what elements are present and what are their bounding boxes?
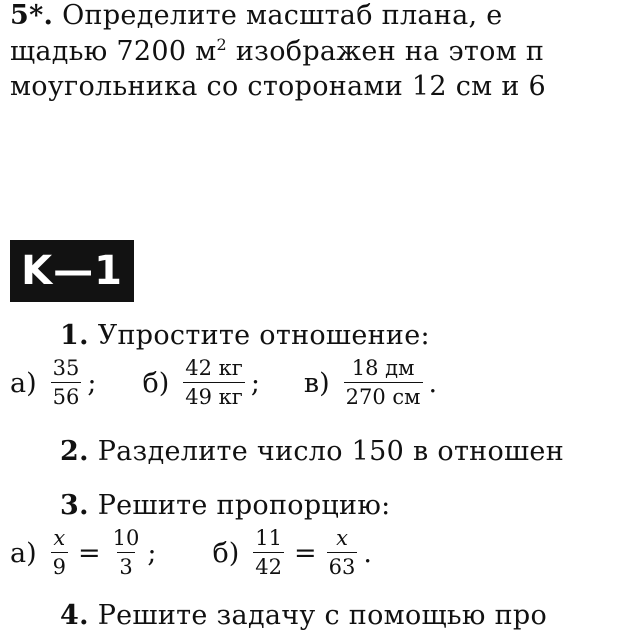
task3-b-lnum: 11 xyxy=(255,526,283,550)
task3-a-lden: 9 xyxy=(51,552,68,578)
task2-text: Разделите число 150 в отношен xyxy=(97,436,565,467)
test-badge: K—1 xyxy=(10,240,134,302)
task1-a-sep: ; xyxy=(87,367,97,399)
task1-a-num: 35 xyxy=(52,356,80,380)
task3-text: Решите пропорцию: xyxy=(97,490,391,521)
task5-line3 xyxy=(10,71,546,102)
task1-b-sep: ; xyxy=(250,367,260,399)
task1-heading xyxy=(60,320,430,351)
task1-a-label: а) xyxy=(10,367,37,399)
task3-a-rden: 3 xyxy=(117,552,134,578)
task3-a-left-fraction xyxy=(51,528,68,578)
task1-b-den: 49 кг xyxy=(183,382,245,408)
task3-b-equals: = xyxy=(294,537,317,569)
task3-b-sep: . xyxy=(363,537,372,569)
task1-c-sep: . xyxy=(428,367,438,399)
task3-b-label: б) xyxy=(212,537,240,569)
task3-a-label: а) xyxy=(10,537,37,569)
task2-line xyxy=(60,436,564,467)
task1-b-num: 42 кг xyxy=(185,356,243,380)
task1-text: Упростите отношение: xyxy=(97,320,430,351)
task3-b-right-fraction xyxy=(327,528,358,578)
task1-c-fraction xyxy=(344,358,423,408)
task5-number: 5*. xyxy=(10,0,54,31)
task3-items xyxy=(10,528,372,578)
task1-a-fraction xyxy=(51,358,82,408)
task5-line2 xyxy=(10,36,544,67)
task5-superscript: 2 xyxy=(216,35,227,54)
task5-text-line2b: изображен на этом п xyxy=(227,36,545,67)
task1-b-label: б) xyxy=(142,367,170,399)
task1-b-fraction xyxy=(183,358,245,408)
task1-c-num: 18 дм xyxy=(351,356,415,380)
task4-text: Решите задачу с помощью про xyxy=(97,600,548,631)
task3-b-rnum: x xyxy=(336,526,348,550)
task3-b-left-fraction xyxy=(253,528,284,578)
task3-b-lden: 42 xyxy=(253,552,284,578)
task5-text-line3: моугольника со сторонами 12 см и 6 xyxy=(10,71,547,102)
task3-a-sep: ; xyxy=(147,537,157,569)
task1-a-den: 56 xyxy=(51,382,82,408)
task3-a-lnum: x xyxy=(53,526,66,550)
task4-line xyxy=(60,600,547,631)
task3-a-rnum: 10 xyxy=(112,526,140,550)
task2-number: 2. xyxy=(60,436,89,467)
task3-a-equals: = xyxy=(78,537,101,569)
task1-c-label: в) xyxy=(303,367,330,399)
task1-number: 1. xyxy=(60,320,89,351)
task3-a-right-fraction xyxy=(111,528,142,578)
task4-number: 4. xyxy=(60,600,89,631)
task1-c-den: 270 см xyxy=(344,382,423,408)
task3-b-rden: 63 xyxy=(327,552,358,578)
task3-number: 3. xyxy=(60,490,89,521)
task5-text-line2a: щадью 7200 м xyxy=(10,36,217,67)
task5-line1 xyxy=(10,0,503,31)
task5-text-line1: Определите масштаб плана, е xyxy=(62,0,503,31)
task3-heading xyxy=(60,490,391,521)
task1-items xyxy=(10,358,437,408)
